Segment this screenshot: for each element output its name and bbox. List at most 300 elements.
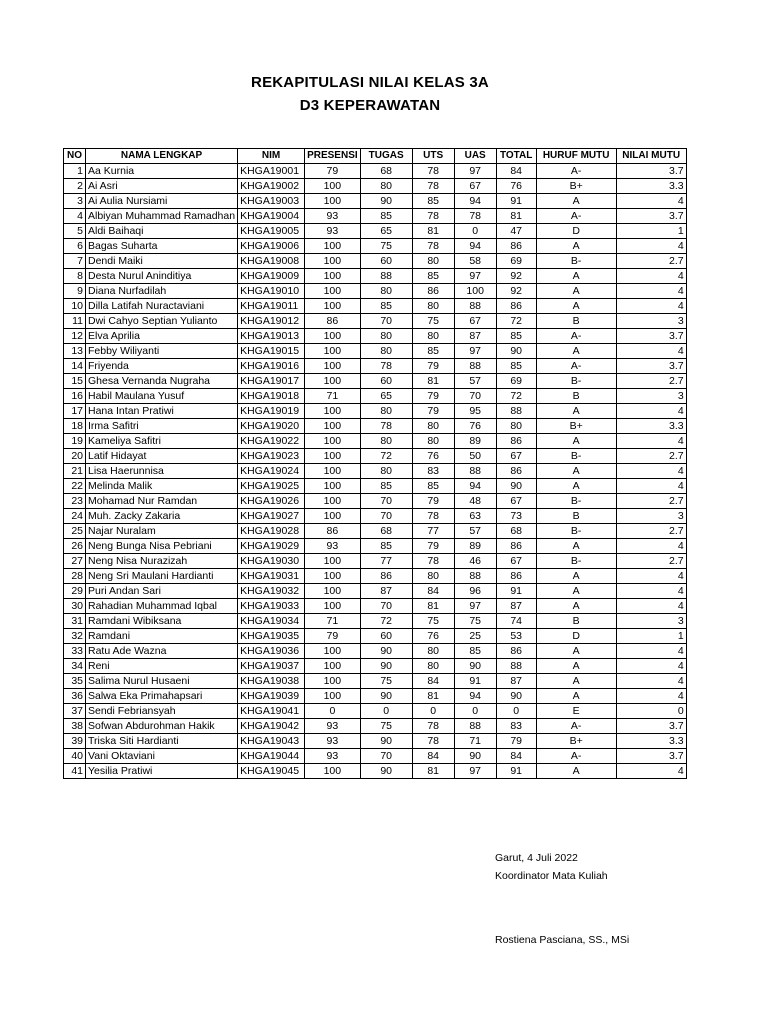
cell-tugas: 80 [360,344,412,359]
cell-nilai-mutu: 2.7 [616,494,686,509]
cell-uts: 76 [412,629,454,644]
cell-uas: 78 [454,209,496,224]
cell-presensi: 100 [305,299,361,314]
cell-uas: 71 [454,734,496,749]
cell-total: 86 [496,539,536,554]
cell-uts: 85 [412,344,454,359]
cell-tugas: 78 [360,359,412,374]
cell-nim: KHGA19016 [238,359,305,374]
cell-uts: 75 [412,314,454,329]
cell-tugas: 75 [360,719,412,734]
cell-huruf-mutu: B- [536,374,616,389]
cell-huruf-mutu: A- [536,209,616,224]
cell-presensi: 100 [305,359,361,374]
cell-huruf-mutu: A [536,569,616,584]
cell-no: 2 [64,179,86,194]
cell-presensi: 100 [305,494,361,509]
cell-uas: 25 [454,629,496,644]
cell-no: 30 [64,599,86,614]
cell-tugas: 90 [360,689,412,704]
cell-nilai-mutu: 0 [616,704,686,719]
cell-huruf-mutu: A [536,239,616,254]
cell-no: 28 [64,569,86,584]
cell-huruf-mutu: A [536,674,616,689]
cell-total: 90 [496,344,536,359]
cell-name: Ai Aulia Nursiami [86,194,238,209]
cell-tugas: 60 [360,629,412,644]
cell-nim: KHGA19005 [238,224,305,239]
cell-no: 20 [64,449,86,464]
cell-no: 31 [64,614,86,629]
cell-uts: 79 [412,359,454,374]
cell-nilai-mutu: 4 [616,404,686,419]
cell-tugas: 72 [360,614,412,629]
cell-uas: 46 [454,554,496,569]
cell-uts: 79 [412,539,454,554]
cell-name: Reni [86,659,238,674]
cell-uts: 83 [412,464,454,479]
cell-presensi: 0 [305,704,361,719]
cell-tugas: 0 [360,704,412,719]
cell-huruf-mutu: B+ [536,734,616,749]
cell-total: 67 [496,494,536,509]
cell-uas: 75 [454,614,496,629]
cell-name: Mohamad Nur Ramdan [86,494,238,509]
cell-presensi: 71 [305,614,361,629]
cell-huruf-mutu: B+ [536,419,616,434]
cell-no: 37 [64,704,86,719]
table-row [64,509,687,524]
cell-tugas: 80 [360,404,412,419]
cell-uas: 100 [454,284,496,299]
cell-no: 40 [64,749,86,764]
column-header-nim: NIM [238,149,305,164]
cell-no: 12 [64,329,86,344]
cell-tugas: 60 [360,254,412,269]
cell-tugas: 90 [360,764,412,779]
table-row [64,224,687,239]
cell-huruf-mutu: A [536,464,616,479]
table-row [64,644,687,659]
cell-name: Ai Asri [86,179,238,194]
cell-name: Salima Nurul Husaeni [86,674,238,689]
cell-uas: 88 [454,359,496,374]
column-header-uts: UTS [412,149,454,164]
cell-presensi: 79 [305,164,361,179]
cell-presensi: 93 [305,209,361,224]
cell-no: 26 [64,539,86,554]
cell-name: Sendi Febriansyah [86,704,238,719]
cell-uas: 90 [454,659,496,674]
cell-huruf-mutu: A [536,344,616,359]
cell-uas: 88 [454,464,496,479]
cell-uts: 78 [412,554,454,569]
cell-uas: 88 [454,299,496,314]
cell-nim: KHGA19024 [238,464,305,479]
cell-nim: KHGA19035 [238,629,305,644]
cell-tugas: 68 [360,524,412,539]
cell-tugas: 90 [360,659,412,674]
cell-uts: 81 [412,599,454,614]
cell-nim: KHGA19015 [238,344,305,359]
cell-uts: 84 [412,749,454,764]
cell-no: 24 [64,509,86,524]
cell-uas: 0 [454,224,496,239]
cell-uas: 94 [454,239,496,254]
cell-tugas: 65 [360,389,412,404]
cell-uas: 67 [454,179,496,194]
table-row [64,569,687,584]
cell-nilai-mutu: 4 [616,599,686,614]
cell-presensi: 100 [305,464,361,479]
cell-presensi: 100 [305,599,361,614]
cell-tugas: 78 [360,419,412,434]
cell-uts: 80 [412,254,454,269]
cell-tugas: 75 [360,674,412,689]
cell-name: Elva Aprilia [86,329,238,344]
cell-presensi: 93 [305,734,361,749]
cell-nilai-mutu: 1 [616,224,686,239]
cell-uts: 81 [412,689,454,704]
document-title: REKAPITULASI NILAI KELAS 3A [251,74,489,91]
cell-name: Triska Siti Hardianti [86,734,238,749]
cell-total: 86 [496,464,536,479]
cell-total: 73 [496,509,536,524]
table-row [64,329,687,344]
cell-name: Kameliya Safitri [86,434,238,449]
cell-uas: 97 [454,344,496,359]
cell-total: 90 [496,689,536,704]
cell-tugas: 60 [360,374,412,389]
cell-huruf-mutu: B [536,314,616,329]
cell-no: 18 [64,419,86,434]
column-header-total: TOTAL [496,149,536,164]
cell-name: Melinda Malik [86,479,238,494]
cell-uas: 58 [454,254,496,269]
cell-name: Dendi Maiki [86,254,238,269]
cell-uas: 70 [454,389,496,404]
cell-name: Sofwan Abdurohman Hakik [86,719,238,734]
cell-uas: 97 [454,269,496,284]
cell-huruf-mutu: B- [536,449,616,464]
cell-no: 23 [64,494,86,509]
cell-nim: KHGA19003 [238,194,305,209]
cell-tugas: 88 [360,269,412,284]
table-row [64,194,687,209]
cell-name: Dilla Latifah Nuractaviani [86,299,238,314]
cell-nim: KHGA19020 [238,419,305,434]
cell-huruf-mutu: A [536,194,616,209]
cell-huruf-mutu: A [536,644,616,659]
cell-nim: KHGA19018 [238,389,305,404]
cell-presensi: 100 [305,254,361,269]
cell-total: 92 [496,269,536,284]
signature-role: Koordinator Mata Kuliah [495,870,608,882]
cell-uas: 63 [454,509,496,524]
cell-nilai-mutu: 2.7 [616,374,686,389]
cell-uts: 85 [412,269,454,284]
cell-huruf-mutu: B- [536,524,616,539]
cell-tugas: 90 [360,644,412,659]
cell-total: 83 [496,719,536,734]
column-header-presensi: PRESENSI [305,149,361,164]
cell-tugas: 70 [360,599,412,614]
cell-presensi: 93 [305,224,361,239]
cell-name: Diana Nurfadilah [86,284,238,299]
cell-nilai-mutu: 3.7 [616,329,686,344]
cell-nim: KHGA19029 [238,539,305,554]
cell-nilai-mutu: 3 [616,614,686,629]
cell-total: 88 [496,404,536,419]
cell-no: 39 [64,734,86,749]
grade-table [63,148,687,779]
cell-total: 91 [496,584,536,599]
table-row [64,719,687,734]
cell-total: 81 [496,209,536,224]
cell-uts: 77 [412,524,454,539]
cell-total: 76 [496,179,536,194]
table-row [64,764,687,779]
table-row [64,554,687,569]
cell-no: 16 [64,389,86,404]
cell-nilai-mutu: 4 [616,764,686,779]
cell-no: 35 [64,674,86,689]
cell-tugas: 90 [360,194,412,209]
cell-nim: KHGA19039 [238,689,305,704]
cell-presensi: 100 [305,689,361,704]
table-row [64,659,687,674]
cell-tugas: 72 [360,449,412,464]
table-row [64,704,687,719]
table-row [64,179,687,194]
cell-nim: KHGA19009 [238,269,305,284]
cell-name: Vani Oktaviani [86,749,238,764]
cell-nim: KHGA19032 [238,584,305,599]
cell-huruf-mutu: A [536,689,616,704]
cell-nilai-mutu: 2.7 [616,524,686,539]
cell-nilai-mutu: 3.7 [616,749,686,764]
cell-uts: 0 [412,704,454,719]
cell-uts: 79 [412,404,454,419]
cell-huruf-mutu: B- [536,494,616,509]
table-row [64,299,687,314]
cell-nilai-mutu: 4 [616,344,686,359]
cell-nim: KHGA19001 [238,164,305,179]
cell-tugas: 80 [360,179,412,194]
cell-nilai-mutu: 3 [616,509,686,524]
cell-uts: 79 [412,494,454,509]
cell-name: Febby Wiliyanti [86,344,238,359]
table-row [64,689,687,704]
cell-tugas: 70 [360,749,412,764]
cell-no: 17 [64,404,86,419]
cell-no: 36 [64,689,86,704]
table-row [64,734,687,749]
cell-tugas: 70 [360,314,412,329]
cell-nilai-mutu: 2.7 [616,449,686,464]
cell-presensi: 100 [305,449,361,464]
cell-name: Dwi Cahyo Septian Yulianto [86,314,238,329]
cell-tugas: 87 [360,584,412,599]
signature-name: Rostiena Pasciana, SS., MSi [495,934,630,946]
cell-presensi: 86 [305,524,361,539]
cell-uas: 0 [454,704,496,719]
cell-tugas: 80 [360,329,412,344]
cell-name: Neng Nisa Nurazizah [86,554,238,569]
cell-tugas: 70 [360,509,412,524]
cell-nim: KHGA19033 [238,599,305,614]
cell-uts: 86 [412,284,454,299]
cell-nilai-mutu: 3.7 [616,209,686,224]
cell-uts: 84 [412,674,454,689]
cell-name: Irma Safitri [86,419,238,434]
cell-presensi: 100 [305,509,361,524]
cell-nim: KHGA19041 [238,704,305,719]
cell-presensi: 100 [305,569,361,584]
table-row [64,524,687,539]
cell-nim: KHGA19004 [238,209,305,224]
table-header-row [64,149,687,164]
cell-nim: KHGA19044 [238,749,305,764]
cell-presensi: 71 [305,389,361,404]
cell-total: 84 [496,749,536,764]
cell-nilai-mutu: 4 [616,239,686,254]
table-row [64,599,687,614]
cell-total: 72 [496,389,536,404]
cell-nim: KHGA19045 [238,764,305,779]
cell-nilai-mutu: 4 [616,539,686,554]
cell-no: 3 [64,194,86,209]
cell-uts: 80 [412,299,454,314]
cell-huruf-mutu: B+ [536,179,616,194]
column-header-tugas: TUGAS [360,149,412,164]
cell-total: 90 [496,479,536,494]
cell-huruf-mutu: E [536,704,616,719]
cell-uas: 97 [454,764,496,779]
cell-huruf-mutu: A [536,659,616,674]
cell-huruf-mutu: A- [536,329,616,344]
cell-no: 11 [64,314,86,329]
cell-huruf-mutu: B [536,389,616,404]
cell-total: 53 [496,629,536,644]
cell-nim: KHGA19042 [238,719,305,734]
cell-nilai-mutu: 4 [616,674,686,689]
cell-uas: 50 [454,449,496,464]
cell-total: 86 [496,644,536,659]
cell-uts: 78 [412,509,454,524]
cell-huruf-mutu: B [536,509,616,524]
cell-uts: 80 [412,659,454,674]
table-row [64,284,687,299]
column-header-nilai-mutu: NILAI MUTU [616,149,686,164]
cell-no: 8 [64,269,86,284]
cell-uts: 84 [412,584,454,599]
cell-uts: 76 [412,449,454,464]
cell-uas: 48 [454,494,496,509]
cell-uts: 80 [412,329,454,344]
cell-nim: KHGA19037 [238,659,305,674]
cell-nilai-mutu: 4 [616,644,686,659]
table-row [64,269,687,284]
cell-nim: KHGA19025 [238,479,305,494]
cell-uas: 57 [454,374,496,389]
cell-nilai-mutu: 4 [616,299,686,314]
cell-huruf-mutu: A [536,764,616,779]
cell-nim: KHGA19010 [238,284,305,299]
cell-nilai-mutu: 4 [616,479,686,494]
signature-place-date: Garut, 4 Juli 2022 [495,852,578,864]
cell-nilai-mutu: 4 [616,269,686,284]
cell-uts: 81 [412,764,454,779]
cell-name: Najar Nuralam [86,524,238,539]
cell-nilai-mutu: 4 [616,689,686,704]
cell-huruf-mutu: A [536,284,616,299]
cell-nilai-mutu: 4 [616,284,686,299]
cell-presensi: 79 [305,629,361,644]
cell-total: 74 [496,614,536,629]
cell-nim: KHGA19011 [238,299,305,314]
cell-huruf-mutu: A [536,584,616,599]
cell-uts: 79 [412,389,454,404]
cell-no: 22 [64,479,86,494]
cell-nilai-mutu: 3 [616,389,686,404]
cell-total: 87 [496,599,536,614]
table-row [64,494,687,509]
cell-presensi: 86 [305,314,361,329]
cell-name: Yesilia Pratiwi [86,764,238,779]
table-row [64,539,687,554]
cell-name: Ratu Ade Wazna [86,644,238,659]
table-row [64,419,687,434]
cell-nim: KHGA19043 [238,734,305,749]
table-row [64,359,687,374]
table-row [64,374,687,389]
cell-presensi: 100 [305,659,361,674]
cell-nim: KHGA19038 [238,674,305,689]
cell-tugas: 80 [360,464,412,479]
cell-no: 7 [64,254,86,269]
cell-presensi: 100 [305,284,361,299]
cell-nilai-mutu: 4 [616,659,686,674]
cell-uts: 78 [412,164,454,179]
cell-name: Albiyan Muhammad Ramadhan [86,209,238,224]
table-row [64,239,687,254]
cell-tugas: 80 [360,284,412,299]
cell-tugas: 90 [360,734,412,749]
cell-huruf-mutu: A [536,434,616,449]
cell-nim: KHGA19036 [238,644,305,659]
cell-uas: 57 [454,524,496,539]
table-row [64,389,687,404]
cell-nim: KHGA19002 [238,179,305,194]
cell-uts: 78 [412,734,454,749]
cell-total: 87 [496,674,536,689]
table-row [64,674,687,689]
cell-uas: 89 [454,539,496,554]
cell-no: 15 [64,374,86,389]
cell-total: 69 [496,254,536,269]
table-row [64,209,687,224]
cell-presensi: 100 [305,329,361,344]
table-row [64,449,687,464]
cell-huruf-mutu: A [536,269,616,284]
cell-huruf-mutu: B- [536,554,616,569]
cell-name: Hana Intan Pratiwi [86,404,238,419]
cell-name: Rahadian Muhammad Iqbal [86,599,238,614]
cell-total: 67 [496,449,536,464]
cell-name: Friyenda [86,359,238,374]
table-row [64,314,687,329]
